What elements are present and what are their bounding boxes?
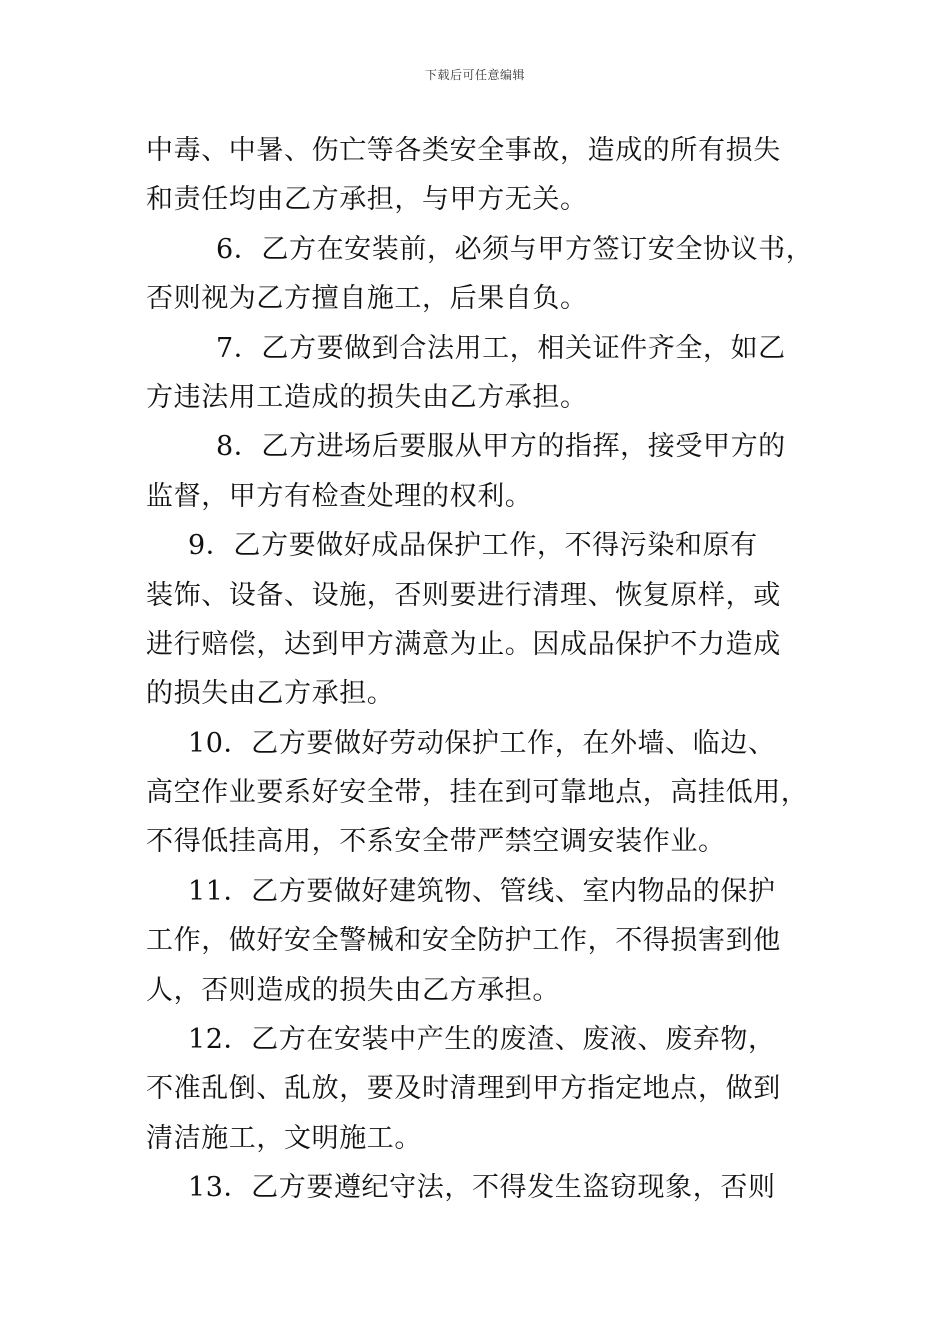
text-line: 人，否则造成的损失由乙方承担。 (146, 974, 560, 1006)
text-line: 装饰、设备、设施，否则要进行清理、恢复原样，或 (146, 579, 781, 611)
text-line: 中毒、中暑、伤亡等各类安全事故，造成的所有损失 (146, 135, 781, 166)
text-line: 的损失由乙方承担。 (146, 678, 395, 710)
text-line: 清洁施工，文明施工。 (146, 1122, 422, 1154)
page-header: 下载后可任意编辑 (424, 68, 525, 82)
clause-9-line: 9．乙方要做好成品保护工作，不得污染和原有 (188, 530, 758, 562)
clause-7-line: 7．乙方要做到合法用工，相关证件齐全，如乙 (216, 332, 786, 364)
clause-10-line: 10．乙方要做好劳动保护工作，在外墙、临边、 (188, 727, 776, 759)
text-line: 不得低挂高用，不系安全带严禁空调安装作业。 (146, 826, 726, 858)
clause-6-line: 6．乙方在安装前，必须与甲方签订安全协议书， (216, 233, 814, 265)
clause-12-line: 12．乙方在安装中产生的废渣、废液、废弃物， (188, 1024, 776, 1056)
clause-8-line: 8．乙方进场后要服从甲方的指挥，接受甲方的 (216, 431, 786, 463)
text-line: 监督，甲方有检查处理的权利。 (146, 480, 533, 512)
text-line: 方违法用工造成的损失由乙方承担。 (146, 381, 588, 413)
text-line: 否则视为乙方擅自施工，后果自负。 (146, 283, 588, 315)
text-line: 工作，做好安全警械和安全防护工作，不得损害到他 (146, 925, 781, 957)
body-text (146, 126, 816, 1213)
text-line: 不准乱倒、乱放，要及时清理到甲方指定地点，做到 (146, 1073, 781, 1105)
text-line: 高空作业要系好安全带，挂在到可靠地点，高挂低用， (146, 777, 809, 809)
clause-11-line: 11．乙方要做好建筑物、管线、室内物品的保护 (188, 875, 776, 907)
text-line: 进行赔偿，达到甲方满意为止。因成品保护不力造成 (146, 628, 781, 660)
text-line: 和责任均由乙方承担，与甲方无关。 (146, 184, 588, 216)
clause-13-line: 13．乙方要遵纪守法，不得发生盗窃现象，否则 (188, 1172, 776, 1204)
